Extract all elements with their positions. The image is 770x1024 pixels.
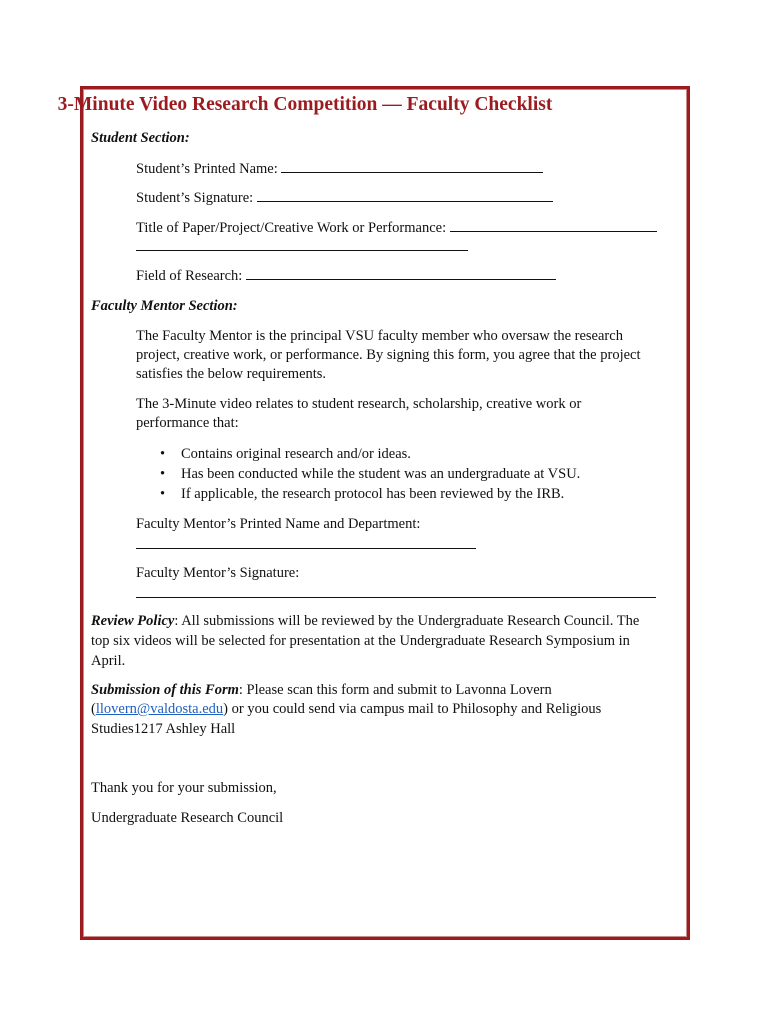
submission-label: Submission of this Form [91,682,239,698]
field-of-research-label: Field of Research: [136,268,243,284]
review-policy-label: Review Policy [91,613,175,629]
field-of-research-row [136,268,556,285]
mentor-description-line-2: project, creative work, or performance. By signing this form, you agree that the project [136,347,641,363]
requirement-text: Has been conducted while the student was an undergraduate at VSU. [181,466,581,482]
bullet-icon: • [160,446,166,462]
bullet-icon: • [160,486,166,502]
video-relates-line-1: The 3-Minute video relates to student research, scholarship, creative work or [136,396,582,412]
signoff-text: Undergraduate Research Council [91,810,284,826]
student-printed-name-label: Student’s Printed Name: [136,161,278,177]
student-printed-name-row [136,161,543,178]
submission-line-1 [91,682,552,699]
requirement-item [160,446,411,463]
email-link[interactable]: llovern@valdosta.edu [95,701,224,717]
submission-address: Studies1217 Ashley Hall [91,721,236,737]
project-title-label: Title of Paper/Project/Creative Work or Performance: [136,220,447,236]
student-printed-name-field[interactable] [281,171,543,173]
project-title-field[interactable] [450,230,657,232]
video-relates-line-2: performance that: [136,415,239,431]
student-signature-field[interactable] [257,200,553,202]
review-policy-line-1 [91,613,639,630]
mentor-name-label: Faculty Mentor’s Printed Name and Department: [136,516,421,532]
student-signature-label: Student’s Signature: [136,190,254,206]
page-title: 3-Minute Video Research Competition — Faculty Checklist [57,94,553,115]
requirement-item [160,466,581,483]
field-of-research-field[interactable] [246,278,556,280]
bullet-icon: • [160,466,166,482]
review-policy-line-3: April. [91,653,126,669]
mentor-description-line-3: satisfies the below requirements. [136,366,327,382]
review-policy-text: : All submissions will be reviewed by the Undergraduate Research Council. The [174,613,640,629]
mentor-description-line-1: The Faculty Mentor is the principal VSU faculty member who oversaw the research [136,328,623,344]
open-paren: ( [91,701,96,717]
mentor-name-field[interactable] [136,548,476,549]
student-section-heading: Student Section: [91,130,190,146]
review-policy-line-2: top six videos will be selected for presentation at the Undergraduate Research Symposium in [91,633,630,649]
faculty-section-heading: Faculty Mentor Section: [91,298,238,314]
mentor-signature-label: Faculty Mentor’s Signature: [136,565,300,581]
requirement-text: If applicable, the research protocol has been reviewed by the IRB. [181,486,565,502]
requirement-text: Contains original research and/or ideas. [181,446,411,462]
project-title-row [136,220,657,237]
project-title-field-continued[interactable] [136,250,468,251]
requirement-item [160,486,565,503]
thank-you-text: Thank you for your submission, [91,780,277,796]
mentor-signature-field[interactable] [136,597,656,598]
student-signature-row [136,190,553,207]
submission-text-continued: ) or you could send via campus mail to Philosophy and Religious [223,701,602,717]
submission-line-2 [91,701,601,718]
submission-text: : Please scan this form and submit to Lavonna Lovern [238,682,552,698]
